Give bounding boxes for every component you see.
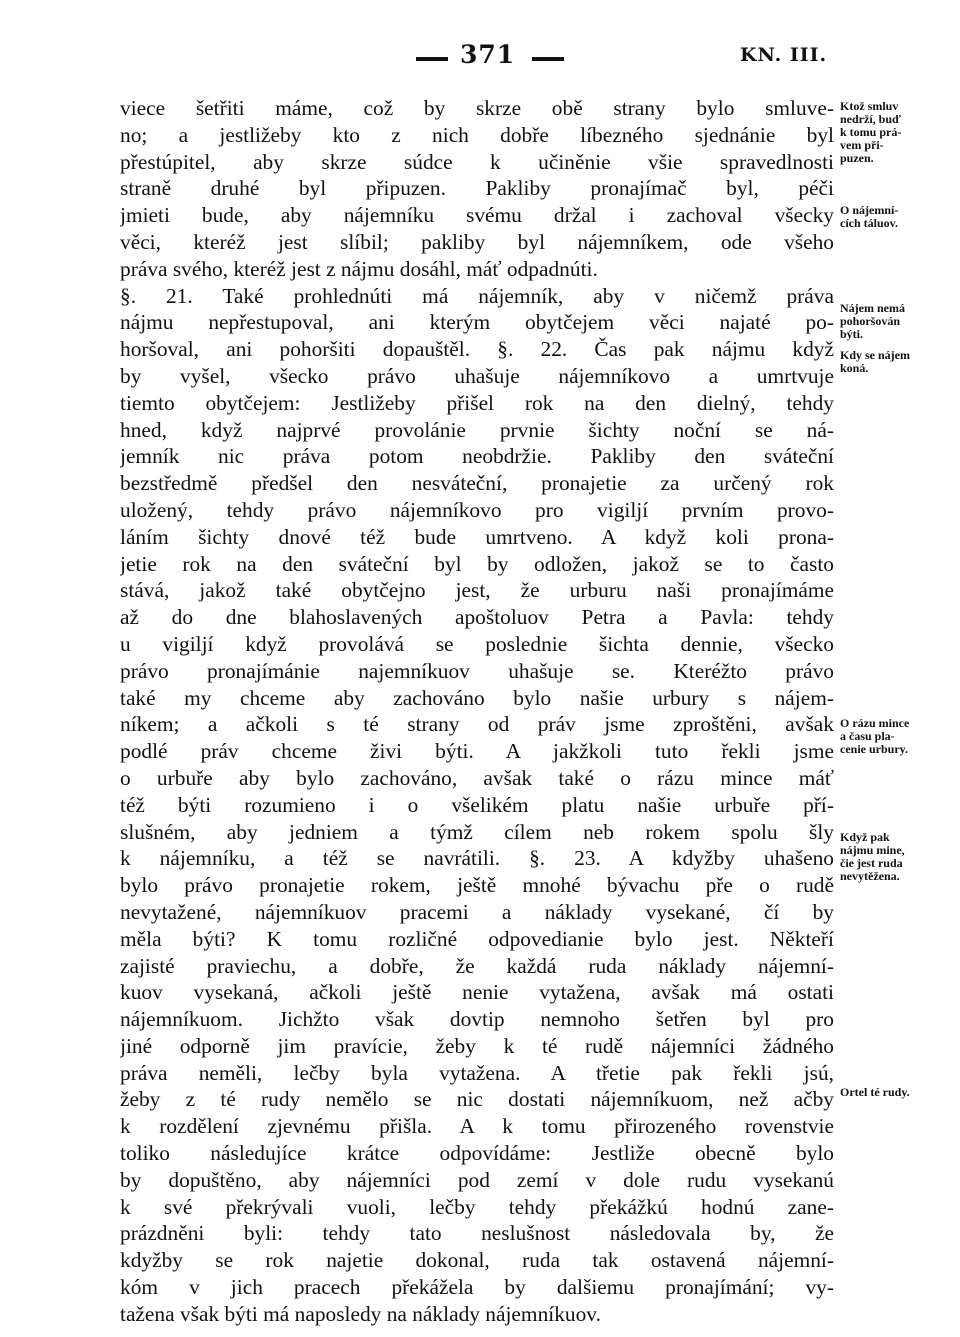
margin-note-line: Ktož smluv [840,99,899,113]
margin-note-line: nájmu mine, [840,843,905,857]
body-line: bylo právo pronajetie rokem, ještě mnohé bývachu pře o rudě [120,873,834,898]
body-line: kuov vysekaná, ačkoli ještě nenie vytažena, avšak má ostati [120,980,834,1005]
margin-note-line: Když pak [840,830,890,844]
body-line: no; a jestližeby kto z nich dobře líbezného sjednánie byl [120,122,834,147]
body-line: nájemníkuom. Jichžto však dovtip nemnoho šetřen byl pro [120,1007,834,1032]
margin-note [840,717,956,756]
page-number: 371 [460,40,516,69]
body-line: právo pronajímánie najemníkuov uhašuje se. Kteréžto právo [120,658,834,683]
body-line: měla býti? K tomu rozličné odpovedianie bylo jest. Někteří [120,926,834,951]
body-line: k rozdělení zjevnému přišla. A k tomu přirozeného rovenstvie [120,1114,834,1139]
margin-note-line: Nájem nemá [840,301,905,315]
body-line: práva svého, kteréž jest z nájmu dosáhl, máť odpadnúti. [120,256,598,281]
body-line: jiné odporně jim pravície, žeby k té rudě nájemníci žádného [120,1033,834,1058]
body-line: přestúpitel, aby skrze súdce k učiněnie všie spravedlnosti [120,149,834,174]
margin-note-line: nedrží, buď [840,112,901,126]
body-text [120,95,834,1328]
body-line: uložený, tehdy právo nájemníkovo pro vigiljí prvním provo- [120,497,834,522]
body-line: tažena však býti má naposledy na náklady nájemníkuov. [120,1301,601,1326]
body-line: tiemto obytčejem: Jestližeby přišel rok na den dielný, tehdy [120,390,834,415]
volume-label: KN. III. [740,44,828,66]
body-line: zajisté praviechu, a dobře, že každá ruda náklady nájemní- [120,953,834,978]
body-line: žeby z té rudy nemělo se nic dostati nájemníkuom, než ačby [120,1087,834,1112]
body-line: nevytažené, nájemníkuov pracemi a náklady vysekané, čí by [120,899,834,924]
margin-note [840,204,956,230]
margin-note [840,831,956,883]
body-line: níkem; a ačkoli s té strany od práv jsme zproštěni, avšak [120,712,834,737]
body-line: jemník nic práva potom neobdržie. Pakliby den sváteční [120,444,834,469]
body-line: u vigiljí když provolává se poslednie šichta dennie, všecko [120,631,834,656]
body-line: viece šetřiti máme, což by skrze obě strany bylo smluve- [120,96,834,120]
body-line: kdyžby se rok najetie dokonal, ruda tak ostavená nájemní- [120,1248,834,1273]
body-line: stává, jakož také obytčejno jest, že urburu naši pronajímáme [120,578,834,603]
body-line: až do dne blahoslavených apoštoluov Petra a Pavla: tehdy [120,605,834,630]
margin-note-line: čie jest ruda [840,856,903,870]
body-line: nájmu nepřestupoval, ani kterým obytčejem věci najaté po- [120,310,834,335]
margin-note-line: nevytěžena. [840,869,900,883]
body-line: podlé práv chceme živi býti. A jakžkoli tuto řekli jsme [120,739,834,764]
body-line: §. 21. Také prohlednúti má nájemník, aby v ničemž práva [120,283,834,308]
margin-note-line: puzen. [840,151,874,165]
margin-note-line: k tomu prá- [840,125,902,139]
margin-note-line: býti. [840,327,864,341]
body-line: by dopuštěno, aby nájemníci pod zemí v dole rudu vysekanú [120,1167,834,1192]
margin-note [840,1086,956,1099]
margin-note-line: O rázu mince [840,716,910,730]
body-line: horšoval, ani pohoršiti dopauštěl. §. 22. Čas pak nájmu když [120,337,834,362]
body-line: práva neměli, lečby byla vytažena. A třetie pak řekli jsú, [120,1060,834,1085]
header-dash-right [532,57,564,61]
body-line: hned, když najprvé provolánie prvnie šichty noční se ná- [120,417,834,442]
margin-note [840,349,956,375]
body-line: by vyšel, všecko právo uhašuje nájemníkovo a umrtvuje [120,363,834,388]
body-line: láním šichty dnové též bude umrtveno. A když koli prona- [120,524,834,549]
body-line: kóm v jich pracech překážela by dalšiemu pronajímání; vy- [120,1275,834,1300]
body-line: slušném, aby jedniem a týmž cílem neb rokem spolu šly [120,819,834,844]
body-line: také my chceme aby zachováno bylo našie urbury s nájem- [120,685,834,710]
body-line: jetie rok na den sváteční byl by odložen, jakož se to často [120,551,834,576]
margin-note-line: Ortel té rudy. [840,1085,910,1099]
margin-note-line: vem při- [840,138,884,152]
margin-note [840,100,956,165]
body-line: věci, kteréž jest slíbil; pakliby byl nájemníkem, ode všeho [120,229,834,254]
body-line: bezstředmě předšel den nesváteční, pronajetie za určený rok [120,471,834,496]
body-line: straně druhé byl připuzen. Pakliby pronajímač byl, péči [120,176,834,201]
body-line: k své překrývali vuoli, lečby tehdy překážkú hodnú zane- [120,1194,834,1219]
margin-note-line: a času pla- [840,729,895,743]
header-dash-left [416,57,448,61]
body-line: jmieti bude, aby nájemníku svému držal i zachoval všecky [120,203,834,228]
page-header [380,40,880,74]
body-line: toliko následujíce krátce odpovídáme: Jestliže obecně bylo [120,1141,834,1166]
margin-note-line: koná. [840,361,869,375]
margin-note-line: cích táluov. [840,216,899,230]
margin-note [840,302,956,341]
body-line: též býti rozumieno i o všelikém platu našie urbuře pří- [120,792,834,817]
margin-note-line: Kdy se nájem [840,348,910,362]
body-line: k nájemníku, a též se navrátili. §. 23. A kdyžby uhašeno [120,846,834,871]
body-line: o urbuře aby bylo zachováno, avšak také o rázu mince máť [120,765,834,790]
margin-note-line: pohoršován [840,314,901,328]
margin-note-line: cenie urbury. [840,742,908,756]
margin-note-line: O nájemní- [840,203,899,217]
body-line: prázdněni byli: tehdy tato neslušnost následovala by, že [120,1221,834,1246]
